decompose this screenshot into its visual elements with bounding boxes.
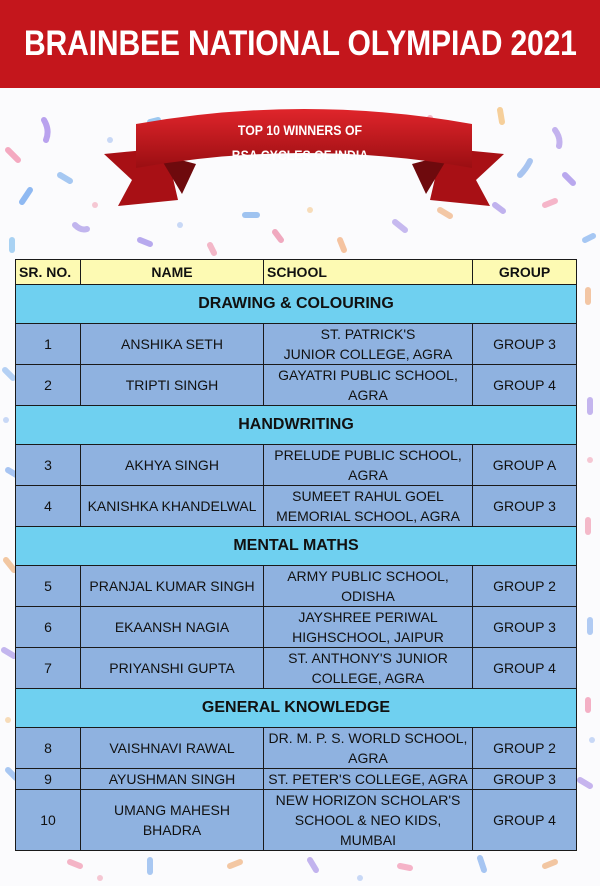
table-row — [16, 728, 577, 769]
school-cell — [264, 728, 473, 769]
group-cell: GROUP 4 — [473, 790, 577, 851]
group-cell: GROUP A — [473, 445, 577, 486]
table-row — [16, 607, 577, 648]
school-line-2: ODISHA — [341, 588, 395, 604]
sr-cell: 8 — [16, 728, 81, 769]
banner-text — [190, 118, 410, 168]
page-title: BRAINBEE NATIONAL OLYMPIAD 2021 — [23, 24, 577, 63]
banner-line-2: BSA CYCLES OF INDIA — [231, 147, 369, 163]
name-cell: AKHYA SINGH — [81, 445, 264, 486]
table-header-row — [16, 260, 577, 285]
group-cell: GROUP 3 — [473, 607, 577, 648]
school-line-2: AGRA — [348, 750, 388, 766]
school-line-2: AGRA — [348, 387, 388, 403]
table-row — [16, 648, 577, 689]
banner-line-1: TOP 10 WINNERS OF — [237, 122, 363, 138]
group-cell: GROUP 2 — [473, 728, 577, 769]
column-header-school: SCHOOL — [264, 260, 473, 285]
school-cell — [264, 365, 473, 406]
winners-table-container — [15, 259, 576, 851]
group-cell: GROUP 4 — [473, 648, 577, 689]
school-line-2: SCHOOL & NEO KIDS, MUMBAI — [294, 812, 442, 848]
group-cell: GROUP 2 — [473, 566, 577, 607]
sr-cell: 7 — [16, 648, 81, 689]
table-row — [16, 790, 577, 851]
school-cell — [264, 445, 473, 486]
group-cell: GROUP 3 — [473, 486, 577, 527]
school-line-1: PRELUDE PUBLIC SCHOOL, — [274, 447, 462, 463]
school-cell — [264, 790, 473, 851]
name-cell: KANISHKA KHANDELWAL — [81, 486, 264, 527]
sr-cell: 4 — [16, 486, 81, 527]
school-cell — [264, 607, 473, 648]
school-line-2: JUNIOR COLLEGE, AGRA — [283, 346, 453, 362]
school-line-2: HIGHSCHOOL, JAIPUR — [292, 629, 444, 645]
section-row — [16, 406, 577, 445]
column-header-group: GROUP — [473, 260, 577, 285]
section-title: GENERAL KNOWLEDGE — [16, 689, 577, 728]
section-row — [16, 527, 577, 566]
sr-cell: 1 — [16, 324, 81, 365]
name-cell: EKAANSH NAGIA — [81, 607, 264, 648]
section-title: DRAWING & COLOURING — [16, 285, 577, 324]
sr-cell: 9 — [16, 769, 81, 790]
school-line-1: JAYSHREE PERIWAL — [298, 609, 438, 625]
column-header-name: NAME — [81, 260, 264, 285]
school-cell — [264, 324, 473, 365]
section-row — [16, 285, 577, 324]
sr-cell: 6 — [16, 607, 81, 648]
table-row — [16, 486, 577, 527]
school-line-1: ST. ANTHONY'S JUNIOR — [288, 650, 448, 666]
name-cell: UMANG MAHESH BHADRA — [81, 790, 264, 851]
group-cell: GROUP 3 — [473, 324, 577, 365]
table-row — [16, 566, 577, 607]
group-cell: GROUP 3 — [473, 769, 577, 790]
sr-cell: 2 — [16, 365, 81, 406]
school-cell — [264, 486, 473, 527]
table-row — [16, 324, 577, 365]
school-cell — [264, 566, 473, 607]
school-line-1: ARMY PUBLIC SCHOOL, — [287, 568, 449, 584]
school-line-1: DR. M. P. S. WORLD SCHOOL, — [268, 730, 468, 746]
winners-table — [15, 259, 577, 851]
school-line-1: NEW HORIZON SCHOLAR'S — [275, 792, 461, 808]
table-row — [16, 365, 577, 406]
school-cell — [264, 648, 473, 689]
school-cell — [264, 769, 473, 790]
section-row — [16, 689, 577, 728]
school-line-1: SUMEET RAHUL GOEL — [292, 488, 444, 504]
sr-cell: 5 — [16, 566, 81, 607]
school-line-2: MEMORIAL SCHOOL, AGRA — [276, 508, 460, 524]
table-row — [16, 769, 577, 790]
school-line-1: ST. PETER'S COLLEGE, AGRA — [268, 771, 468, 787]
school-line-1: GAYATRI PUBLIC SCHOOL, — [278, 367, 458, 383]
section-title: HANDWRITING — [16, 406, 577, 445]
sr-cell: 10 — [16, 790, 81, 851]
name-cell: VAISHNAVI RAWAL — [81, 728, 264, 769]
school-line-1: ST. PATRICK'S — [320, 326, 416, 342]
section-title: MENTAL MATHS — [16, 527, 577, 566]
name-cell: AYUSHMAN SINGH — [81, 769, 264, 790]
name-cell: TRIPTI SINGH — [81, 365, 264, 406]
school-line-2: AGRA — [348, 467, 388, 483]
page-header — [0, 0, 600, 88]
sr-cell: 3 — [16, 445, 81, 486]
name-cell: PRIYANSHI GUPTA — [81, 648, 264, 689]
name-cell: PRANJAL KUMAR SINGH — [81, 566, 264, 607]
name-cell: ANSHIKA SETH — [81, 324, 264, 365]
table-row — [16, 445, 577, 486]
column-header-sr: SR. NO. — [16, 260, 81, 285]
group-cell: GROUP 4 — [473, 365, 577, 406]
school-line-2: COLLEGE, AGRA — [311, 670, 425, 686]
